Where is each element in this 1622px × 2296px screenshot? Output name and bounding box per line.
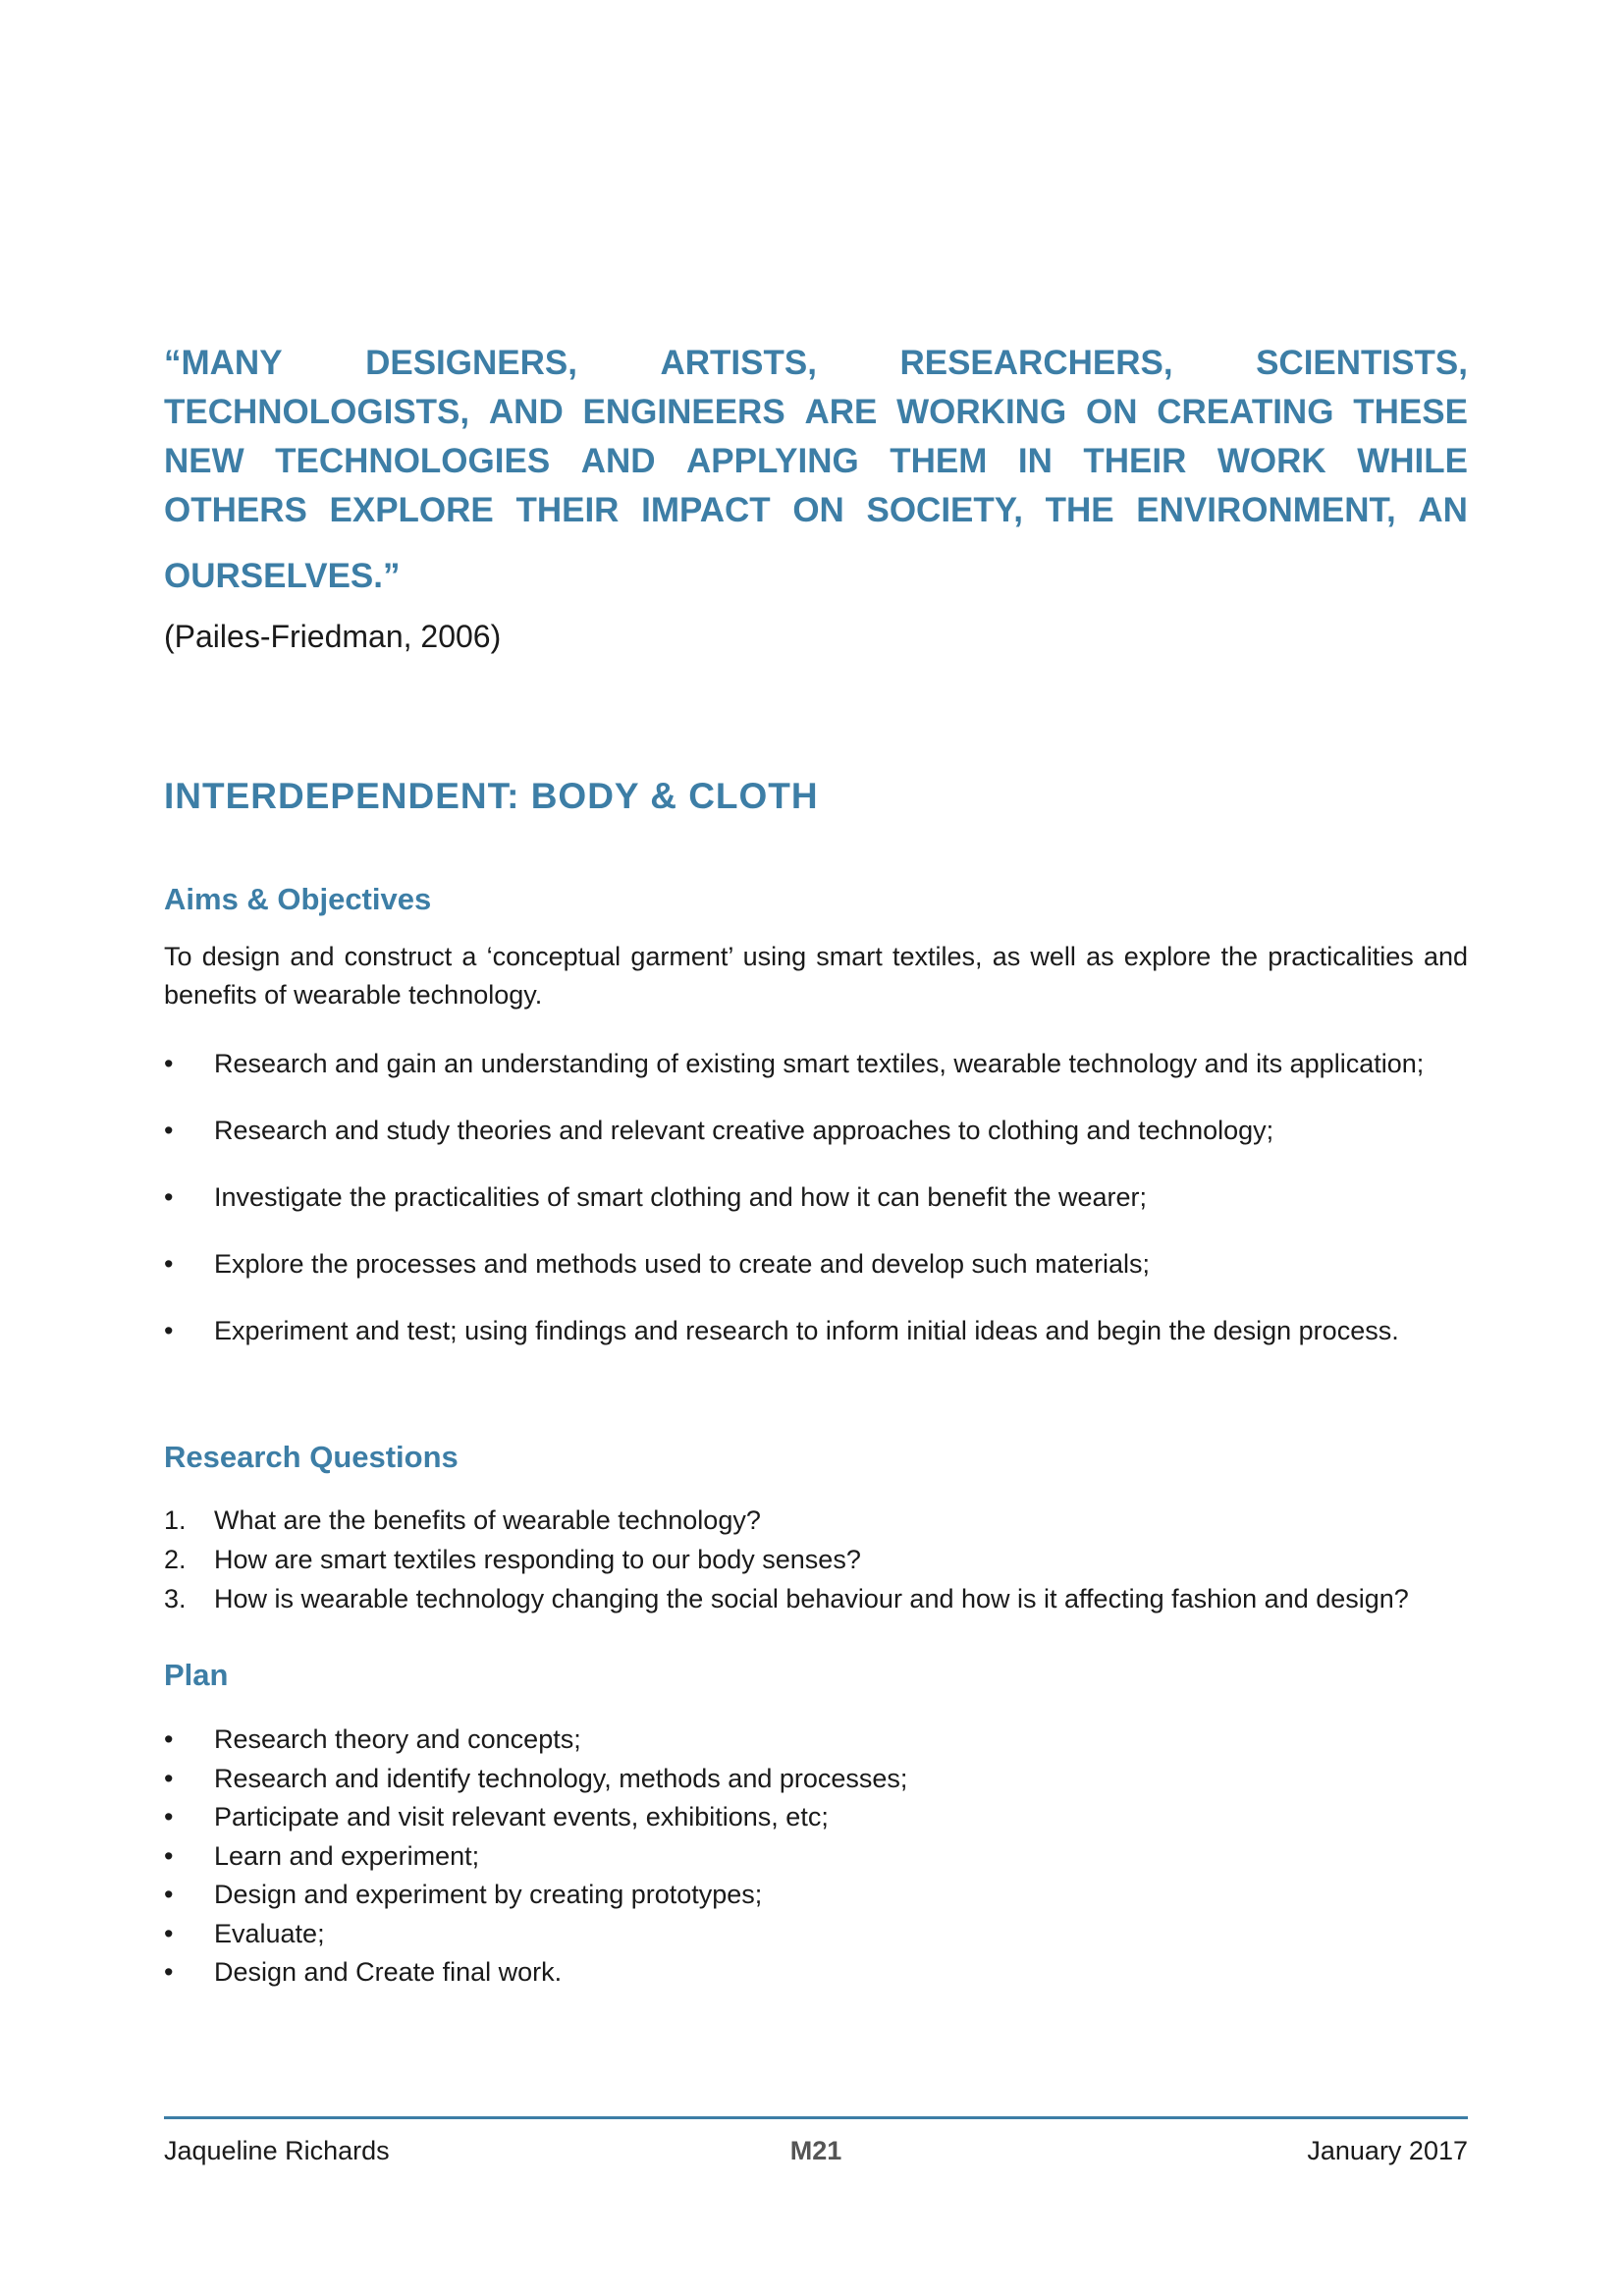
quote-word: WHILE (1357, 442, 1468, 480)
list-item (164, 1837, 907, 1877)
list-item (164, 1044, 1424, 1111)
quote-word: CREATING (1157, 393, 1334, 431)
footer-date: January 2017 (1307, 2136, 1468, 2165)
quote-word: TECHNOLOGISTS, (164, 393, 470, 431)
quote-word: NEW (164, 442, 244, 480)
quote-word: ENGINEERS (582, 393, 785, 431)
bullet-marker: • (164, 1249, 174, 1279)
list-item-text: Investigate the practicalities of smart clothing and how it can benefit the wearer; (214, 1182, 1148, 1212)
list-item-text: Participate and visit relevant events, exhibitions, etc; (214, 1802, 829, 1831)
quote-word: ENVIRONMENT, (1136, 491, 1396, 529)
list-item-text: Research and identify technology, methods and processes; (214, 1763, 908, 1793)
quote-word: AND (488, 393, 564, 431)
bullet-marker: • (164, 1316, 174, 1345)
list-item-text: How is wearable technology changing the social behaviour and how is it affecting fashion and design? (214, 1584, 1409, 1613)
quote-word: AN (1418, 491, 1468, 529)
quote-word: THE (1045, 491, 1114, 529)
list-item (164, 1760, 907, 1799)
quote-word: DESIGNERS, (365, 344, 577, 382)
quote-citation: (Pailes-Friedman, 2006) (164, 619, 502, 654)
quote-word: “MANY (164, 344, 283, 382)
list-item (164, 1915, 907, 1954)
quote-line (164, 437, 1468, 486)
quote-line (164, 388, 1468, 437)
list-item (164, 1244, 1424, 1311)
quote-word: WORK (1216, 442, 1326, 480)
footer-author: Jaqueline Richards (164, 2136, 390, 2165)
quote-word: IN (1017, 442, 1053, 480)
aims-heading: Aims & Objectives (164, 882, 432, 916)
quote-word: ARE (804, 393, 878, 431)
quote-word: IMPACT (641, 491, 771, 529)
quote-word: ON (1085, 393, 1138, 431)
quote-word: OURSELVES.” (164, 557, 401, 595)
plan-heading: Plan (164, 1658, 229, 1692)
quote-word: APPLYING (686, 442, 859, 480)
bullet-marker: • (164, 1957, 174, 1987)
list-number: 1. (164, 1505, 187, 1535)
list-item-text: Explore the processes and methods used to create and develop such materials; (214, 1249, 1151, 1279)
bullet-marker: • (164, 1116, 174, 1145)
list-item (164, 1311, 1424, 1378)
quote-word: ARTISTS, (660, 344, 817, 382)
quote-word: THEIR (515, 491, 620, 529)
quote-line (164, 486, 1468, 535)
list-number: 2. (164, 1545, 187, 1574)
list-item-text: Experiment and test; using findings and research to inform initial ideas and begin the design process. (214, 1316, 1399, 1345)
aims-list (164, 1044, 1424, 1378)
list-item (164, 1798, 907, 1837)
bullet-marker: • (164, 1880, 174, 1909)
list-item-text: Research theory and concepts; (214, 1724, 581, 1754)
quote-line (164, 339, 1468, 388)
bullet-marker: • (164, 1918, 174, 1948)
list-item-text: Learn and experiment; (214, 1840, 480, 1871)
bullet-marker: • (164, 1840, 174, 1871)
list-item (164, 1876, 907, 1915)
quote-word: OTHERS (164, 491, 307, 529)
list-item-text: How are smart textiles responding to our body senses? (214, 1545, 861, 1574)
section-title: INTERDEPENDENT: BODY & CLOTH (164, 776, 819, 816)
quote-word: RESEARCHERS, (899, 344, 1173, 382)
quote-word: EXPLORE (329, 491, 494, 529)
pull-quote (164, 339, 1468, 601)
list-item (164, 1579, 1409, 1618)
list-item-text: What are the benefits of wearable technology? (214, 1505, 761, 1535)
quote-word: AND (580, 442, 656, 480)
bullet-marker: • (164, 1049, 174, 1078)
list-item-text: Design and Create final work. (214, 1957, 563, 1987)
bullet-marker: • (164, 1182, 174, 1212)
list-item (164, 1721, 907, 1760)
list-item-text: Research and gain an understanding of existing smart textiles, wearable technology and its application; (214, 1049, 1425, 1078)
bullet-marker: • (164, 1802, 174, 1831)
list-item (164, 1501, 1409, 1540)
aims-intro: To design and construct a ‘conceptual garment’ using smart textiles, as well as explore the practicalities and benefits of wearable technology. (164, 942, 1468, 1010)
list-number: 3. (164, 1584, 187, 1613)
research-questions-list (164, 1501, 1409, 1618)
bullet-marker: • (164, 1724, 174, 1754)
list-item (164, 1540, 1409, 1579)
footer-code: M21 (789, 2136, 842, 2165)
list-item-text: Evaluate; (214, 1918, 325, 1948)
research-questions-heading: Research Questions (164, 1440, 459, 1474)
list-item-text: Research and study theories and relevant creative approaches to clothing and technology; (214, 1116, 1274, 1145)
quote-word: THESE (1353, 393, 1468, 431)
quote-word: SCIENTISTS, (1256, 344, 1468, 382)
quote-word: SOCIETY, (866, 491, 1023, 529)
list-item (164, 1953, 907, 1993)
quote-word: THEM (890, 442, 988, 480)
list-item-text: Design and experiment by creating prototypes; (214, 1880, 763, 1909)
bullet-marker: • (164, 1763, 174, 1793)
quote-line (164, 552, 1468, 601)
quote-word: TECHNOLOGIES (275, 442, 551, 480)
quote-word: THEIR (1083, 442, 1187, 480)
footer-divider (164, 2116, 1468, 2119)
quote-word: ON (792, 491, 844, 529)
list-item (164, 1111, 1424, 1177)
list-item (164, 1177, 1424, 1244)
quote-word: WORKING (896, 393, 1067, 431)
plan-list (164, 1721, 907, 1993)
